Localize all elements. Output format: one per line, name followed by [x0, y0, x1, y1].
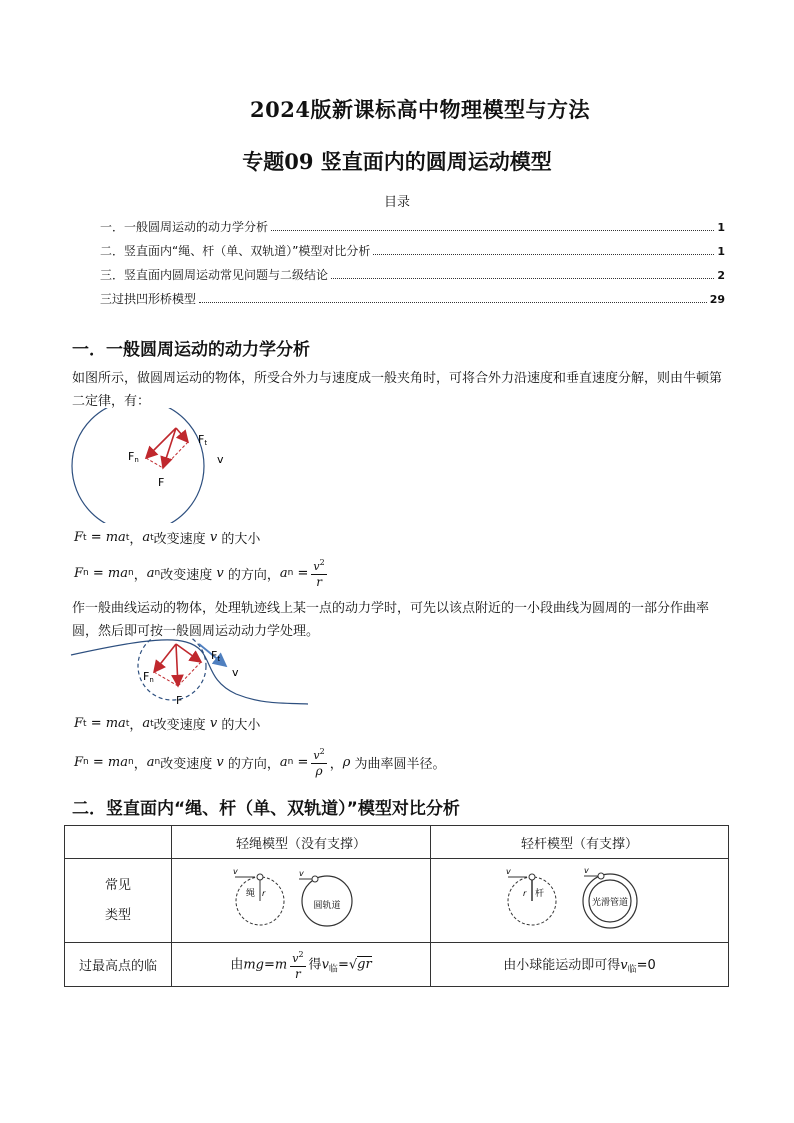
toc-leader	[331, 278, 714, 279]
document-subtitle: 专题09 竖直面内的圆周运动模型	[242, 149, 552, 174]
pipe-ball	[598, 873, 604, 879]
rope-model-diagrams	[231, 868, 371, 930]
rope-v-label: v	[233, 867, 238, 876]
equation-tangential: F t = ma t ， a t 改变速度 v 的大小	[74, 530, 261, 547]
equation-normal: F n = ma n ， a n 改变速度 v 的方向， a n = $\frac{v^2}{r}$	[74, 558, 325, 589]
toc-item[interactable]	[100, 242, 725, 266]
section2-heading: 二．竖直面内“绳、杆（单、双轨道）”模型对比分析	[72, 799, 460, 819]
table-row	[65, 943, 729, 987]
toc-leader	[373, 254, 714, 255]
equation-tangential-2: F t = ma t ， a t 改变速度 v 的大小	[74, 716, 261, 733]
normal-force-arrow	[154, 644, 176, 672]
label-fn: Fn	[143, 670, 154, 684]
circle-path	[72, 408, 204, 523]
rail-label: 圆轨道	[313, 900, 341, 911]
rod-model-cell	[431, 859, 729, 943]
model-comparison-table	[64, 825, 729, 987]
curved-trajectory	[71, 640, 308, 704]
rod-critical-text: 由小球能运动即可得	[503, 958, 621, 973]
rail-v-label: v	[299, 868, 304, 878]
label-ft: Ft	[198, 433, 208, 447]
rope-ball	[257, 874, 263, 880]
toc-item-label: 一．一般圆周运动的动力学分析	[100, 220, 269, 234]
rod-r-label: r	[522, 888, 526, 898]
rod-critical-cell: 由小球能运动即可得$v_临=0$	[431, 943, 729, 987]
label-f: F	[176, 694, 183, 707]
pipe-v-label: v	[583, 867, 589, 875]
rod-model-diagrams	[500, 868, 660, 930]
rail-ball	[312, 876, 318, 882]
parallelogram-line	[146, 458, 163, 468]
label-ft: Ft	[211, 649, 221, 663]
parallelogram-line	[154, 672, 178, 686]
rod-v-label: v	[505, 867, 511, 876]
label-v: v	[232, 666, 239, 679]
equation-normal-2: F n = ma n ， a n 改变速度 v 的方向， a n = $\frac{v^2}{\rho}$ ， ρ 为曲率圆半径。	[74, 747, 446, 778]
rope-r-label: r	[262, 888, 266, 898]
label-fn: Fn	[128, 450, 139, 464]
table-header-rod: 轻杆模型（有支撑）	[431, 826, 729, 859]
section1-intro: 如图所示，做圆周运动的物体，所受合外力与速度成一般夹角时，可将合外力沿速度和垂直速度分解，则由牛顿第二定律，有：	[72, 371, 723, 409]
table-header-rope: 轻绳模型（没有支撑）	[172, 826, 431, 859]
section1-paragraph2: 作一般曲线运动的物体，处理轨迹线上某一点的动力学时，可先以该点附近的一小段曲线为圆周的一部分作曲率圆，然后即可按一般圆周运动动力学处理。	[72, 601, 710, 639]
rope-label: 绳	[246, 888, 256, 899]
rod-ball	[529, 874, 535, 880]
label-f: F	[158, 476, 165, 489]
table-header-row	[65, 826, 729, 859]
row-label-line1: 常见	[104, 877, 131, 893]
rope-critical-cell: 由mg=m $\frac{v^2}{r}$ 得$v_临=√gr$	[172, 943, 431, 987]
toc-item-page: 1	[717, 245, 725, 258]
net-force-arrow	[176, 644, 178, 686]
toc-item-label: 三过拱凹形桥模型	[100, 292, 197, 306]
rod-label: 杆	[534, 888, 544, 899]
circular-motion-force-diagram	[66, 408, 246, 523]
section1-heading: 一．一般圆周运动的动力学分析	[72, 340, 310, 360]
pipe-label: 光滑管道	[591, 897, 628, 908]
row-label-critical: 过最高点的临	[65, 943, 172, 987]
table-cell	[65, 826, 172, 859]
rope-critical-text: 得	[308, 957, 322, 972]
row-label-line2: 类型	[104, 907, 131, 923]
toc-leader	[271, 230, 714, 231]
toc-item[interactable]	[100, 290, 725, 314]
toc-title: 目录	[383, 195, 410, 210]
curvature-circle-diagram	[66, 638, 316, 713]
row-label-common-types	[65, 859, 172, 943]
toc-item-page: 1	[717, 221, 725, 234]
toc-leader	[199, 302, 707, 303]
document-title: 2024版新课标高中物理模型与方法	[250, 97, 590, 122]
curvature-circle	[138, 638, 206, 700]
table-row	[65, 859, 729, 943]
rope-critical-text: 由	[230, 957, 244, 972]
tangential-force-arrow	[176, 428, 188, 442]
parallelogram-line	[178, 662, 201, 686]
toc-item-page: 2	[717, 269, 725, 282]
toc-item-label: 三．竖直面内圆周运动常见问题与二级结论	[100, 268, 329, 282]
toc-item-label: 二．竖直面内“绳、杆（单、双轨道）”模型对比分析	[100, 244, 371, 258]
label-v: v	[217, 453, 224, 466]
toc-item[interactable]	[100, 218, 725, 242]
rope-model-cell	[172, 859, 431, 943]
table-of-contents	[100, 218, 725, 314]
toc-item-page: 29	[709, 293, 725, 306]
toc-item[interactable]	[100, 266, 725, 290]
